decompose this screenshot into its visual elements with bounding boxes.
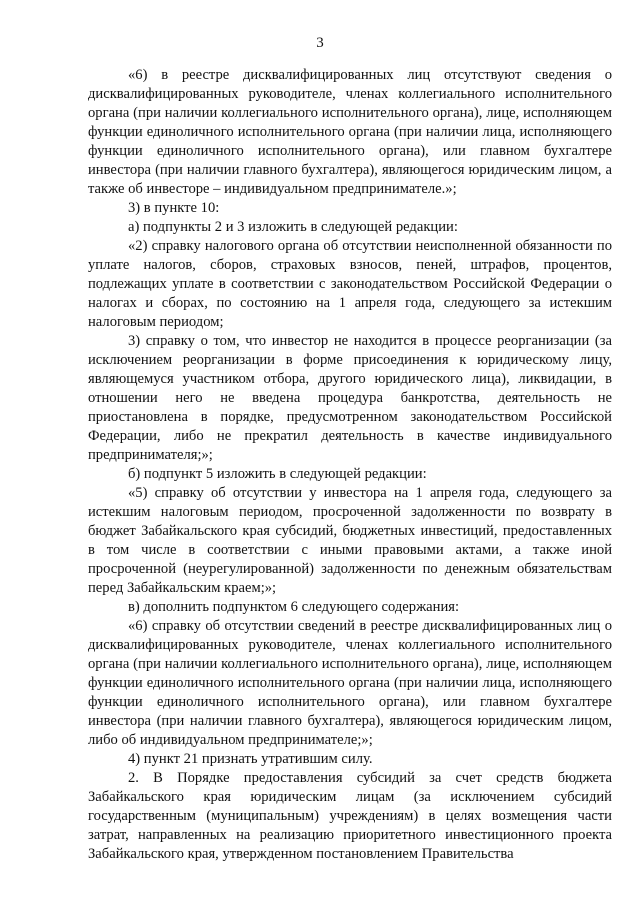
paragraph-reorganization-certificate: 3) справку о том, что инвестор не находится в процессе реорганизации (за исключением реорганизации в форме присоединения к юридическому лицу, являющемуся участником отбора, другого юридического лица), ликвидации, в отношении него не введена процедура банкротства, деятельность не приостановлена в порядке, предусмотренном законодательством Российской Федерации, либо не прекратил деятельность в качестве индивидуального предпринимателя;»;: [88, 333, 612, 463]
paragraph-disqualified-registry: «6) в реестре дисквалифицированных лиц отсутствуют сведения о дисквалифицированных руководителе, членах коллегиального исполнительного органа (при наличии коллегиального исполнительного органа), лице, исполняющем функции единоличного исполнительного органа (при наличии лица, исполняющего функции единоличного исполнительного органа), или главном бухгалтере инвестора (при наличии главного бухгалтера), являющегося юридическим лицом, а также об инвесторе – индивидуальном предпринимателе.»;: [88, 67, 612, 197]
paragraph-disqualified-certificate: «6) справку об отсутствии сведений в реестре дисквалифицированных лиц о дисквалифицированных руководителе, членах коллегиального исполнительного органа (при наличии коллегиального исполнительного органа), лице, исполняющем функции единоличного исполнительного органа (при наличии лица, исполняющего функции единоличного исполнительного органа), или главном бухгалтере инвестора (при наличии главного бухгалтера), являющегося юридическим лицом, либо об индивидуальном предпринимателе;»;: [88, 618, 612, 748]
paragraph-debt-certificate: «5) справку об отсутствии у инвестора на 1 апреля года, следующего за истекшим налоговым периодом, просроченной задолженности по возврату в бюджет Забайкальского края субсидий, бюджетных инвестиций, предоставленных в том числе в соответствии с иными правовыми актами, а также иной просроченной (неурегулированной) задолженности по денежным обязательствам перед Забайкальским краем;»;: [88, 485, 612, 596]
paragraph-subitem-5-heading: б) подпункт 5 изложить в следующей редакции:: [128, 466, 427, 482]
paragraph-tax-certificate: «2) справку налогового органа об отсутствии неисполненной обязанности по уплате налогов, сборов, страховых взносов, пеней, штрафов, процентов, подлежащих уплате в соответствии с законодательством Российской Федерации о налогах и сборах, по состоянию на 1 апреля года, следующего за истекшим налоговым периодом;: [88, 238, 612, 330]
page-number: 3: [316, 35, 324, 51]
paragraph-subitems-2-3-heading: а) подпункты 2 и 3 изложить в следующей редакции:: [128, 219, 458, 235]
paragraph-subitem-6-heading: в) дополнить подпунктом 6 следующего содержания:: [128, 599, 460, 615]
document-body: [88, 66, 612, 864]
paragraph-item-10-heading: 3) в пункте 10:: [128, 200, 220, 216]
paragraph-section-2: 2. В Порядке предоставления субсидий за счет средств бюджета Забайкальского края юридическим лицам (за исключением субсидий государственным (муниципальным) учреждениям) в целях возмещения части затрат, направленных на реализацию приоритетного инвестиционного проекта Забайкальского края, утвержденном постановлением Правительства: [88, 770, 612, 862]
paragraph-item-21: 4) пункт 21 признать утратившим силу.: [128, 751, 373, 767]
